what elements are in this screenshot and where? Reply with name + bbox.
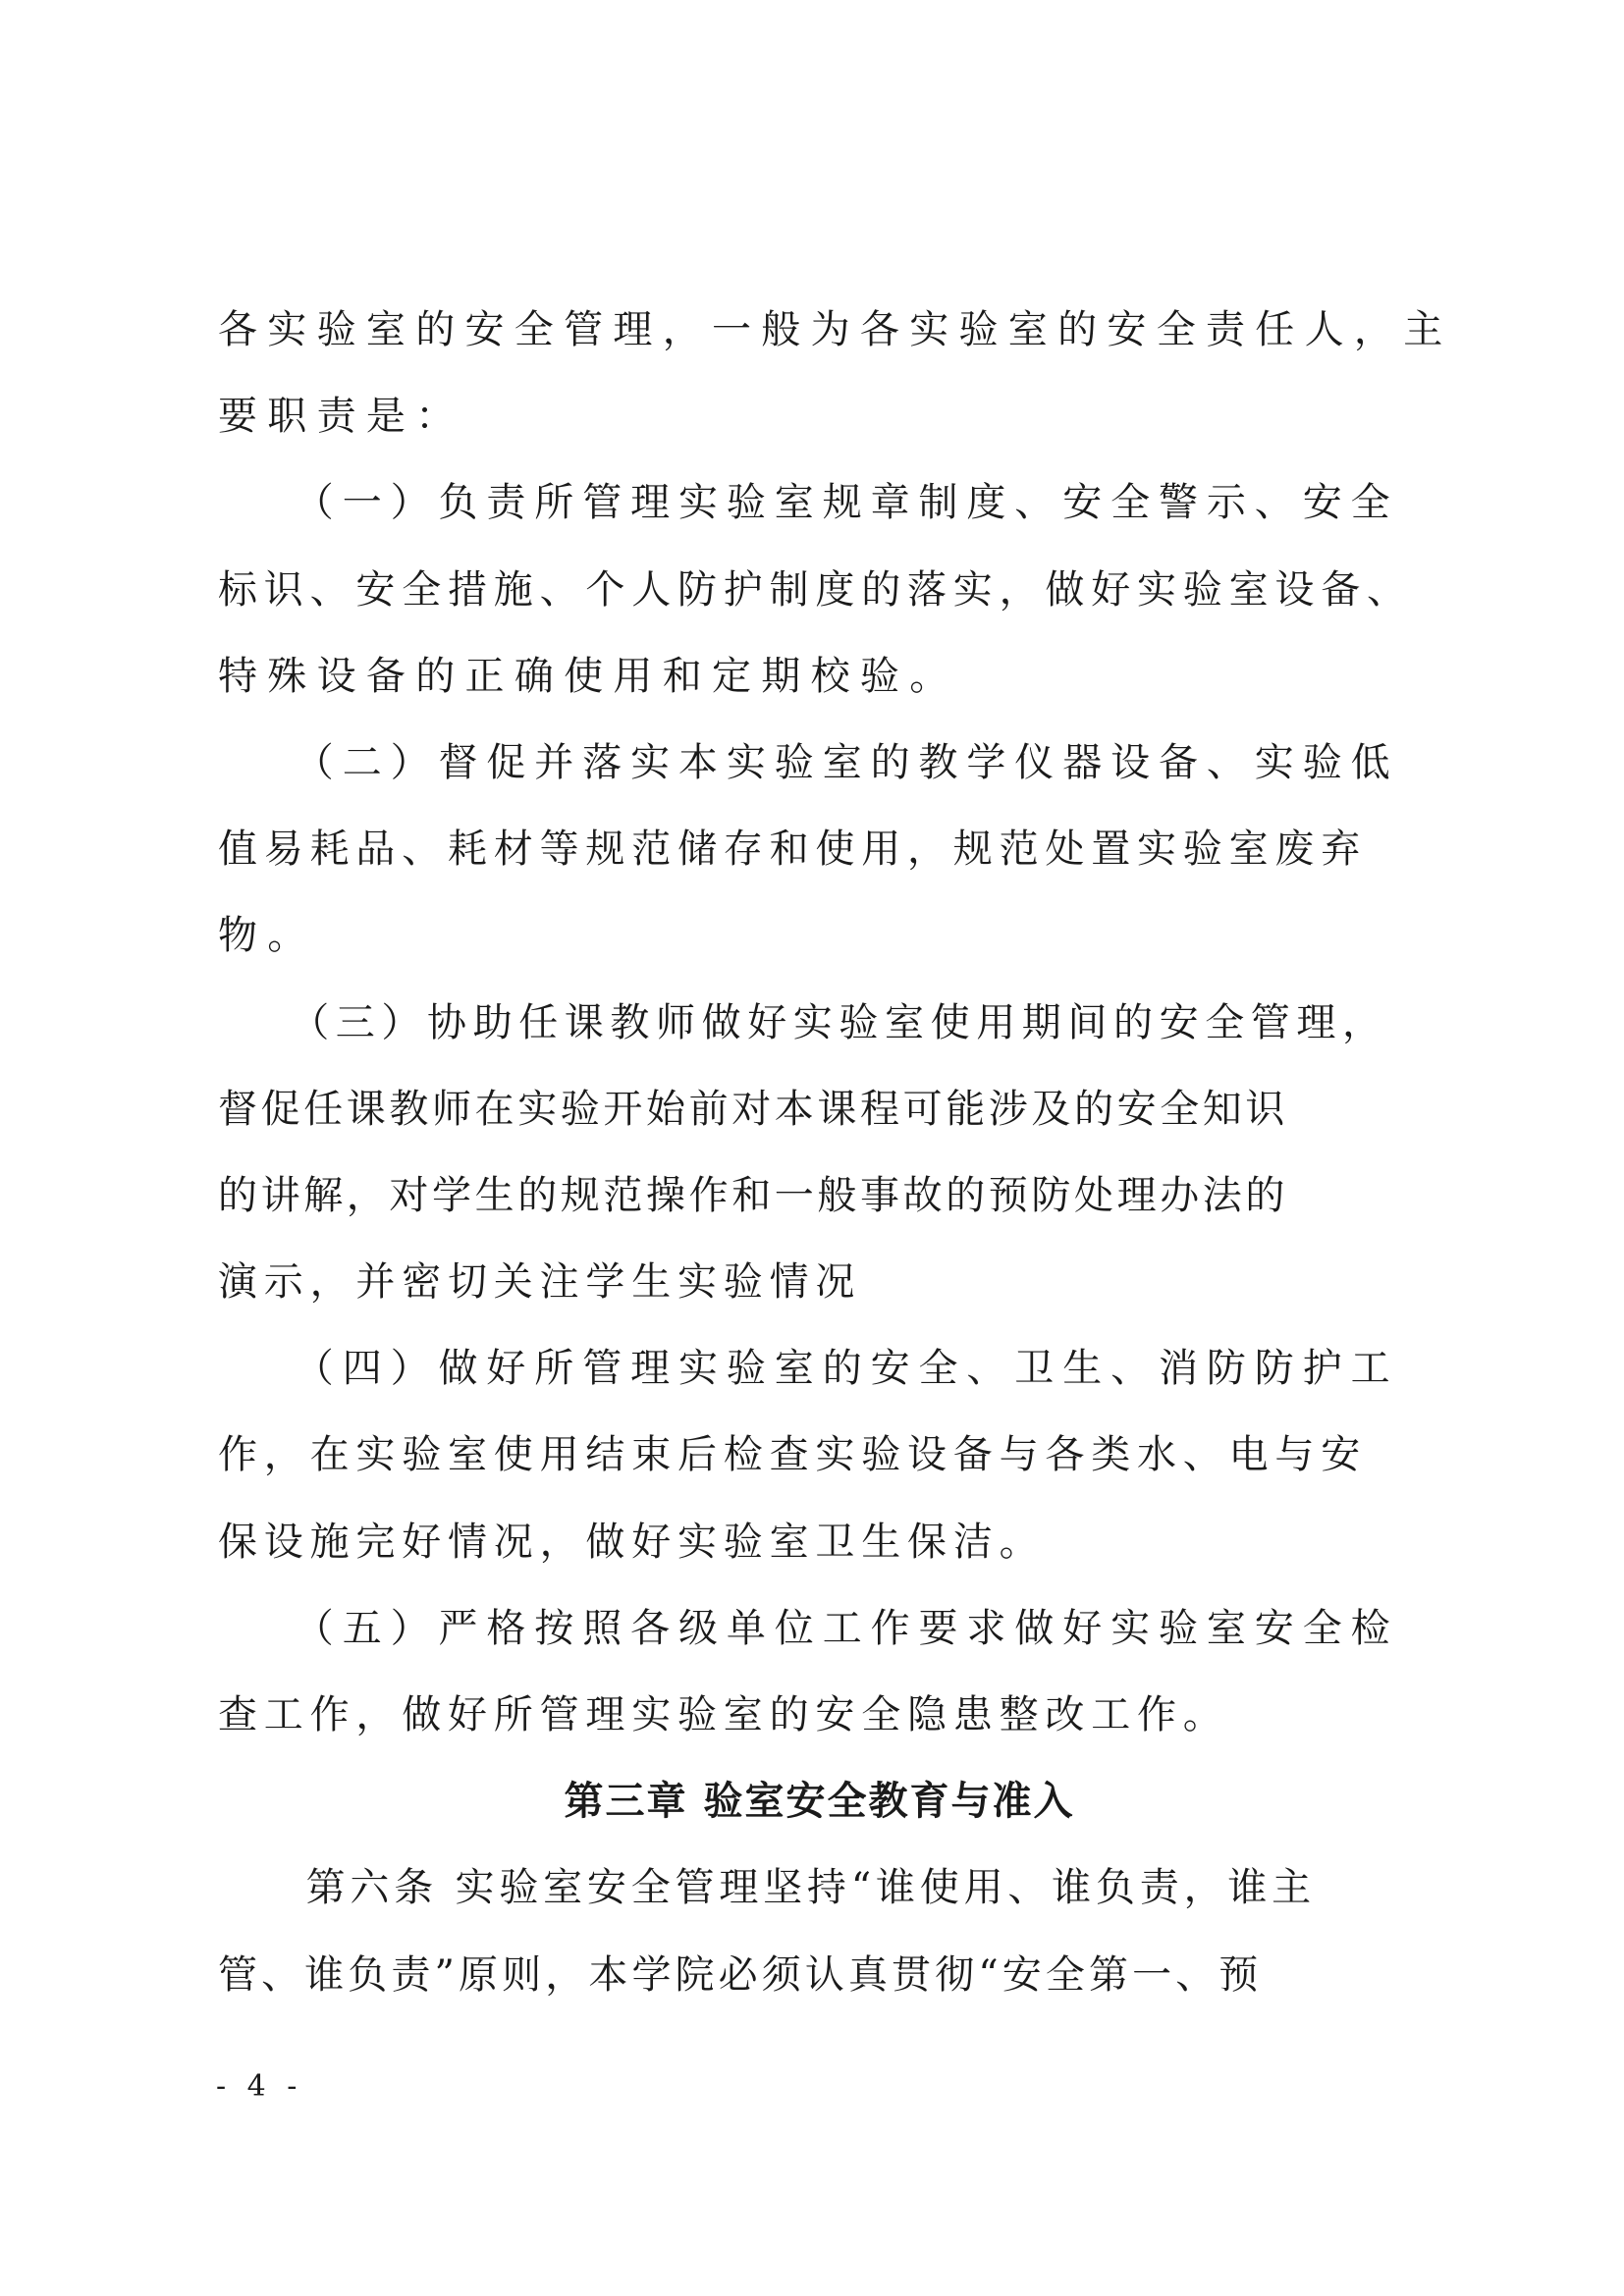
text-line: （一）负责所管理实验室规章制度、安全警示、安全 <box>218 480 1399 526</box>
text-line: 演示，并密切关注学生实验情况 <box>218 1259 862 1306</box>
text-line: 的讲解，对学生的规范操作和一般事故的预防处理办法的 <box>218 1172 1288 1218</box>
text-line: （五）严格按照各级单位工作要求做好实验室安全检 <box>218 1605 1399 1651</box>
text-line: （二）督促并落实本实验室的教学仪器设备、实验低 <box>218 739 1399 785</box>
chapter-heading: 第三章 验室安全教育与准入 <box>564 1779 1075 1825</box>
text-line: 要职责是： <box>218 394 465 440</box>
text-line: （三）协助任课教师做好实验室使用期间的安全管理， <box>218 999 1388 1045</box>
text-line: 标识、安全措施、个人防护制度的落实，做好实验室设备、 <box>218 566 1413 613</box>
text-line: 管、谁负责”原则，本学院必须认真贯彻“安全第一、预 <box>218 1951 1263 1998</box>
text-line: 值易耗品、耗材等规范储存和使用，规范处置实验室废弃 <box>218 827 1367 873</box>
text-line: 各实验室的安全管理，一般为各实验室的安全责任人，主 <box>218 307 1453 352</box>
text-line: 督促任课教师在实验开始前对本课程可能涉及的安全知识 <box>218 1086 1288 1132</box>
text-line: 查工作，做好所管理实验室的安全隐患整改工作。 <box>218 1692 1229 1737</box>
text-line: 特殊设备的正确使用和定期校验。 <box>218 653 959 699</box>
text-line: （四）做好所管理实验室的安全、卫生、消防防护工 <box>218 1346 1399 1392</box>
document-body <box>218 287 1453 2018</box>
text-line: 作，在实验室使用结束后检查实验设备与各类水、电与安 <box>218 1432 1367 1478</box>
page-number: - 4 - <box>216 2069 303 2104</box>
text-line: 物。 <box>218 913 317 959</box>
text-line: 第六条 实验室安全管理坚持“谁使用、谁负责，谁主 <box>218 1865 1316 1911</box>
text-line: 保设施完好情况，做好实验室卫生保洁。 <box>218 1519 1046 1565</box>
